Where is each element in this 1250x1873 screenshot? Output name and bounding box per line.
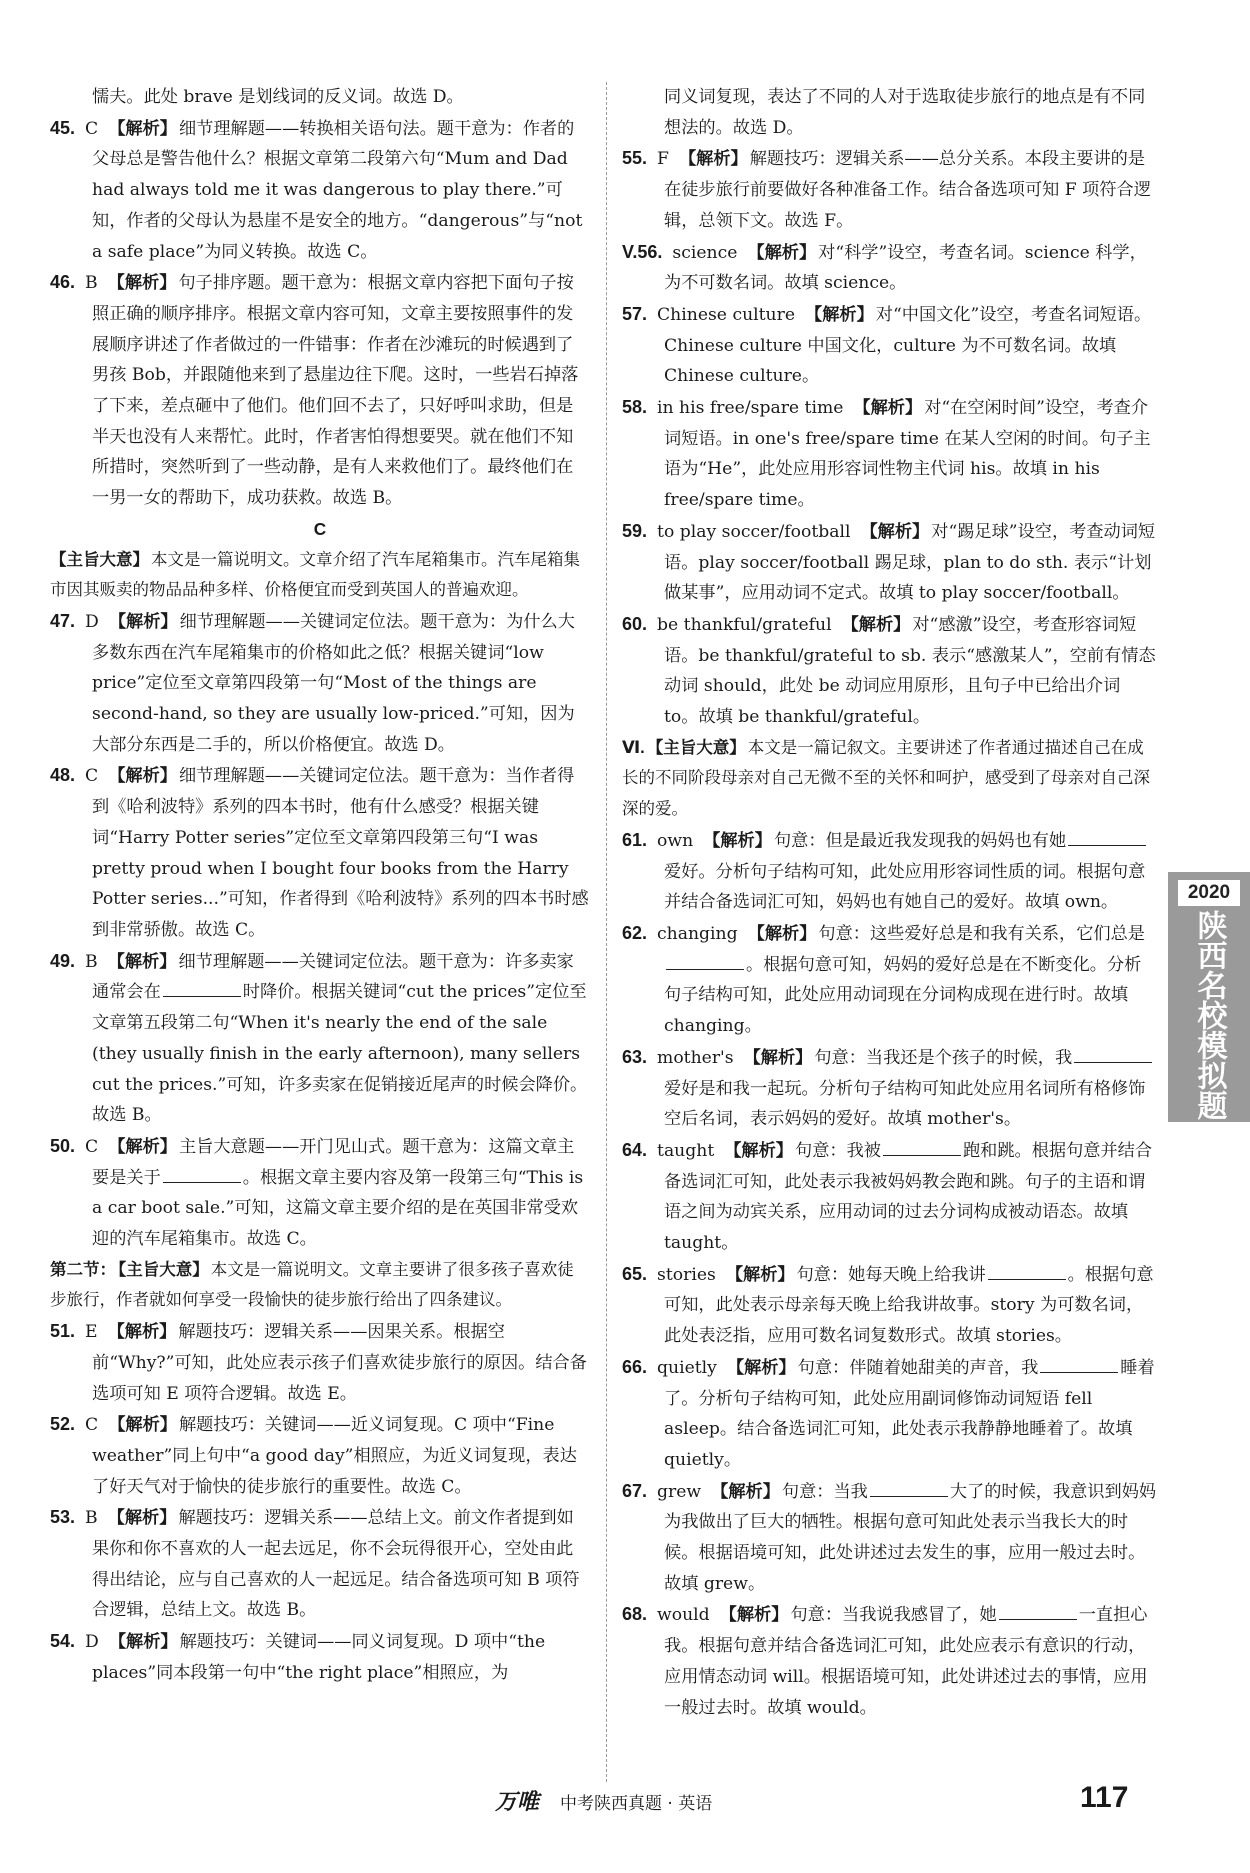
answer-entry	[622, 143, 1158, 236]
answer-entry	[622, 299, 1158, 392]
page-footer	[0, 1779, 1250, 1815]
analysis-tag: 【解析】	[108, 1135, 177, 1156]
question-number: 62.	[622, 922, 648, 943]
answer-key: be thankful/grateful	[657, 614, 832, 635]
question-number: 50.	[50, 1135, 76, 1156]
main-idea-text: 本文是一篇记叙文。主要讲述了作者通过描述自己在成长的不同阶段母亲对自己无微不至的关怀和呵护，感受到了母亲对自己深深的爱。	[622, 737, 1150, 819]
answer-key: C	[85, 1136, 99, 1157]
question-number: 64.	[622, 1139, 648, 1160]
section-label: Ⅵ.	[622, 738, 645, 757]
answer-entry	[50, 1316, 590, 1409]
footer-series: 中考陕西真题 · 英语	[560, 1794, 713, 1814]
analysis-text: 解题技巧：关键词——同义词复现。D 项中“the places”同本段第一句中“the right place”相照应，为	[92, 1632, 546, 1683]
continued-text: 同义词复现，表达了不同的人对于选取徒步旅行的地点是有不同想法的。故选 D。	[664, 87, 1146, 138]
question-number: 61.	[622, 829, 648, 850]
analysis-tag: 【解析】	[725, 1263, 795, 1284]
analysis-tag: 【解析】	[747, 922, 817, 943]
question-number: 68.	[622, 1604, 648, 1625]
page-number: 117	[1080, 1781, 1129, 1814]
analysis-text: 解题技巧：逻辑关系——总结上文。前文作者提到如果你和你不喜欢的人一起去远足，你不会玩得很开心，空处由此得出结论，应与自己喜欢的人一起远足。结合备选项可知 B 项符合逻辑，总结上文。故选 B。	[92, 1508, 580, 1621]
answer-entry	[50, 1502, 590, 1626]
main-idea-text: 本文是一篇说明文。文章主要讲了很多孩子喜欢徒步旅行，作者就如何享受一段愉快的徒步旅行给出了四条建议。	[50, 1259, 574, 1310]
question-number: 60.	[622, 613, 648, 634]
answer-key: B	[85, 1508, 98, 1529]
analysis-text: 对“科学”设空，考查名词。science 科学，为不可数名词。故填 science。	[664, 242, 1147, 294]
answer-entry	[50, 267, 590, 514]
side-tab-title: 陕西名校模拟题	[1191, 910, 1227, 1120]
main-idea-tag: 【主旨大意】	[118, 1260, 209, 1279]
answer-key: F	[657, 149, 669, 170]
side-tab	[1168, 872, 1250, 1122]
answer-key: C	[85, 118, 99, 139]
analysis-tag: 【解析】	[107, 1321, 177, 1342]
analysis-tag: 【解析】	[841, 613, 911, 634]
answer-key: D	[85, 1632, 99, 1653]
analysis-tag: 【解析】	[743, 1046, 813, 1067]
analysis-tag: 【解析】	[703, 829, 772, 850]
answer-entry	[622, 918, 1158, 1042]
analysis-text: 句意：当我还是个孩子的时候，我爱好是和我一起玩。分析句子结构可知此处应用名词所有格修饰空后名词，表示妈妈的爱好。故填 mother's。	[664, 1048, 1154, 1129]
analysis-tag: 【解析】	[107, 1507, 177, 1528]
section-heading: C	[313, 518, 327, 539]
answer-blank	[1074, 1044, 1152, 1063]
left-column	[50, 82, 590, 1689]
question-number: 45.	[50, 117, 76, 138]
answer-key: changing	[657, 923, 738, 944]
analysis-tag: 【解析】	[747, 241, 817, 262]
answer-key: quietly	[657, 1357, 717, 1378]
answer-entry	[50, 760, 590, 945]
answer-entry	[622, 1259, 1158, 1352]
analysis-text: 细节理解题——关键词定位法。题干意为：当作者得到《哈利波特》系列的四本书时，他有什么感受？根据关键词“Harry Potter series”定位至文章第四段第三句“I was pretty proud when I bought four books from the Harry Potter series...”可知，作者得到《哈利波特》系列的四本书时感到非常骄傲。故选 C。	[92, 766, 589, 940]
answer-key: stories	[657, 1264, 716, 1285]
answer-key: Chinese culture	[657, 304, 796, 325]
main-idea-summary	[50, 1255, 590, 1316]
answer-blank	[999, 1601, 1077, 1620]
main-idea-summary	[622, 733, 1158, 825]
answer-entry	[50, 606, 590, 761]
analysis-text: 对“在空闲时间”设空，考查介词短语。in one's free/spare time 在某人空闲的时间。句子主语为“He”，此处应用形容词性物主代词 his。故填 in his free/spare time。	[664, 398, 1151, 511]
answer-key: grew	[657, 1481, 702, 1502]
answer-blank	[870, 1478, 948, 1497]
question-number: 51.	[50, 1321, 76, 1342]
answer-key: own	[657, 830, 694, 851]
question-number: 53.	[50, 1507, 76, 1528]
answer-entry	[622, 1599, 1158, 1723]
analysis-tag: 【解析】	[853, 397, 923, 418]
analysis-tag: 【解析】	[678, 148, 748, 169]
question-number: 63.	[622, 1046, 648, 1067]
footer-brand: 万唯	[495, 1790, 540, 1815]
answer-blank	[163, 978, 241, 997]
question-number: 48.	[50, 765, 76, 786]
answer-key: would	[657, 1605, 710, 1626]
analysis-tag: 【解析】	[108, 610, 178, 631]
section-label: 第二节：	[50, 1260, 116, 1279]
answer-entry	[50, 946, 590, 1131]
question-number: 54.	[50, 1631, 76, 1652]
analysis-text: 解题技巧：关键词——近义词复现。C 项中“Fine weather”同上句中“a good day”相照应，为近义词复现，表达了好天气对于愉快的徒步旅行的重要性。故选 C。	[92, 1415, 577, 1497]
analysis-text: 句意：她每天晚上给我讲 。根据句意可知，此处表示母亲每天晚上给我讲故事。story 为可数名词，此处表泛指，应用可数名词复数形式。故填 stories。	[664, 1265, 1154, 1346]
answer-entry	[622, 825, 1158, 918]
answer-key: D	[85, 611, 99, 632]
main-idea-text: 本文是一篇说明文。文章介绍了汽车尾箱集市。汽车尾箱集市因其贩卖的物品品种多样、价格便宜而受到英国人的普遍欢迎。	[50, 549, 580, 600]
question-number: 49.	[50, 950, 76, 971]
question-number: 57.	[622, 303, 648, 324]
answer-entry	[622, 1042, 1158, 1135]
answer-entry	[50, 1409, 590, 1502]
analysis-tag: 【解析】	[107, 272, 177, 293]
answer-entry	[622, 609, 1158, 733]
analysis-tag: 【解析】	[108, 1414, 177, 1435]
analysis-text: 句意：伴随着她甜美的声音，我 睡着了。分析句子结构可知，此处应用副词修饰动词短语 fell asleep。结合备选词汇可知，此处表示我静静地睡着了。故填 quietly。	[664, 1358, 1155, 1470]
analysis-text: 细节理解题——关键词定位法。题干意为：为什么大多数东西在汽车尾箱集市的价格如此之低？根据关键词“low price”定位至文章第四段第一句“Most of the things are second-hand, so they are usually low-priced.”可知，因为大部分东西是二手的，所以价格便宜。故选 D。	[92, 611, 575, 755]
analysis-text: 对“中国文化”设空，考查名词短语。Chinese culture 中国文化，culture 为不可数名词。故填 Chinese culture。	[664, 304, 1152, 387]
answer-key: C	[85, 1415, 99, 1436]
analysis-text: 句意：当我说我感冒了，她 一直担心我。根据句意并结合备选词汇可知，此处应表示有意识的行动，应用情态动词 will。根据语境可知，此处讲述过去的事情，应用一般过去时。故填 would。	[664, 1605, 1148, 1717]
side-tab-year: 2020	[1178, 880, 1240, 906]
answer-key: in his free/spare time	[657, 398, 844, 419]
question-number: 47.	[50, 610, 76, 631]
answer-entry	[622, 1135, 1158, 1259]
answer-blank	[666, 951, 744, 970]
continued-text: 懦夫。此处 brave 是划线词的反义词。故选 D。	[92, 87, 464, 107]
answer-key: B	[85, 951, 98, 972]
analysis-text: 解题技巧：逻辑关系——总分关系。本段主要讲的是在徒步旅行前要做好各种准备工作。结合备选项可知 F 项符合逻辑，总领下文。故选 F。	[664, 149, 1151, 231]
analysis-text: 主旨大意题——开门见山式。题干意为：这篇文章主要是关于 。根据文章主要内容及第一段第三句“This is a car boot sale.”可知，这篇文章主要介绍的是在英国非常受欢迎的汽车尾箱集市。故选 C。	[92, 1136, 584, 1250]
answer-key: science	[672, 242, 738, 263]
main-idea-tag: 【主旨大意】	[50, 550, 149, 569]
analysis-tag: 【解析】	[108, 117, 177, 138]
answer-key: E	[85, 1322, 98, 1343]
question-number: V.56.	[622, 241, 663, 262]
answer-blank	[1068, 827, 1146, 846]
question-number: 59.	[622, 520, 648, 541]
question-number: 46.	[50, 272, 76, 293]
answer-key: to play soccer/football	[657, 521, 851, 542]
analysis-tag: 【解析】	[860, 520, 930, 541]
analysis-tag: 【解析】	[805, 303, 874, 324]
question-number: 66.	[622, 1356, 648, 1377]
answer-entry	[622, 1476, 1158, 1600]
answer-blank	[163, 1164, 241, 1183]
analysis-text: 句意：但是最近我发现我的妈妈也有她爱好。分析句子结构可知，此处应用形容词性质的词。根据句意并结合备选词汇可知，妈妈也有她自己的爱好。故填 own。	[664, 831, 1148, 912]
analysis-tag: 【解析】	[719, 1604, 789, 1625]
analysis-text: 句意：当我 大了的时候，我意识到妈妈为我做出了巨大的牺牲。根据句意可知此处表示当我长大的时候。根据语境可知，此处讲述过去发生的事，应用一般过去时。故填 grew。	[664, 1482, 1156, 1594]
analysis-tag: 【解析】	[726, 1356, 796, 1377]
analysis-tag: 【解析】	[107, 950, 177, 971]
analysis-text: 细节理解题——关键词定位法。题干意为：许多卖家通常会在 时降价。根据关键词“cut the prices”定位至文章第五段第二句“When it's nearly the end of the sale (they usually finish in the early afternoon), many sellers cut the prices.”可知，许多卖家在促销接近尾声的时候会降价。故选 B。	[92, 951, 588, 1126]
answer-key: taught	[657, 1140, 715, 1161]
answer-entry	[50, 113, 590, 268]
analysis-text: 对“踢足球”设空，考查动词短语。play soccer/football 踢足球，plan to do sth. 表示“计划做某事”，应用动词不定式。故填 to play soccer/football。	[664, 521, 1156, 604]
analysis-text: 句子排序题。题干意为：根据文章内容把下面句子按照正确的顺序排序。根据文章内容可知，文章主要按照事件的发展顺序讲述了作者做过的一件错事：作者在沙滩玩的时候遇到了男孩 Bob，并跟随他来到了悬崖边往下爬。这时，一些岩石掉落了下来，差点砸中了他们。他们回不去了，只好呼叫求助，但是半天也没有人来帮忙。此时，作者害怕得想要哭。就在他们不知所措时，突然听到了一些动静，是有人来救他们了。最终他们在一男一女的帮助下，成功获救。故选 B。	[92, 273, 579, 509]
analysis-text: 句意：我被 跑和跳。根据句意并结合备选词汇可知，此处表示我被妈妈教会跑和跳。句子的主语和谓语之间为动宾关系，应用动词的过去分词构成被动语态。故填 taught。	[664, 1141, 1152, 1253]
answer-entry	[622, 1352, 1158, 1476]
question-number: 65.	[622, 1263, 648, 1284]
question-number: 58.	[622, 397, 648, 418]
answer-entry	[50, 1131, 590, 1255]
column-divider	[606, 82, 607, 1782]
question-number: 55.	[622, 148, 648, 169]
answer-entry	[622, 392, 1158, 516]
analysis-tag: 【解析】	[711, 1480, 780, 1501]
analysis-text: 解题技巧：逻辑关系——因果关系。根据空前“Why?”可知，此处应表示孩子们喜欢徒步旅行的原因。结合备选项可知 E 项符合逻辑。故选 E。	[92, 1322, 587, 1404]
analysis-tag: 【解析】	[108, 1631, 178, 1652]
analysis-tag: 【解析】	[108, 765, 177, 786]
answer-key: B	[85, 273, 98, 294]
analysis-text: 句意：这些爱好总是和我有关系，它们总是。根据句意可知，妈妈的爱好总是在不断变化。分析句子结构可知，此处应用动词现在分词构成现在进行时。故填 changing。	[664, 923, 1145, 1037]
answer-entry	[622, 237, 1158, 299]
main-idea-tag: 【主旨大意】	[646, 738, 746, 757]
answer-blank	[988, 1261, 1066, 1280]
question-number: 67.	[622, 1480, 648, 1501]
question-number: 52.	[50, 1414, 76, 1435]
right-column	[622, 82, 1158, 1723]
main-idea-summary	[50, 545, 590, 606]
answer-entry	[50, 1626, 590, 1688]
answer-key: C	[85, 766, 99, 787]
analysis-text: 细节理解题——转换相关语句法。题干意为：作者的父母总是警告他什么？根据文章第二段第六句“Mum and Dad had always told me it was dangerous to play there.”可知，作者的父母认为悬崖不是安全的地方。“dangerous”与“not a safe place”为同义转换。故选 C。	[92, 118, 583, 262]
answer-blank	[883, 1137, 961, 1156]
analysis-text: 对“感激”设空，考查形容词短语。be thankful/grateful to sb. 表示“感激某人”，空前有情态动词 should，此处 be 动词应用原形，且句子中已给出介词 to。故填 be thankful/grateful。	[664, 614, 1156, 728]
answer-blank	[1040, 1354, 1118, 1373]
answer-entry	[622, 516, 1158, 609]
answer-key: mother's	[657, 1047, 734, 1068]
analysis-tag: 【解析】	[724, 1139, 793, 1160]
